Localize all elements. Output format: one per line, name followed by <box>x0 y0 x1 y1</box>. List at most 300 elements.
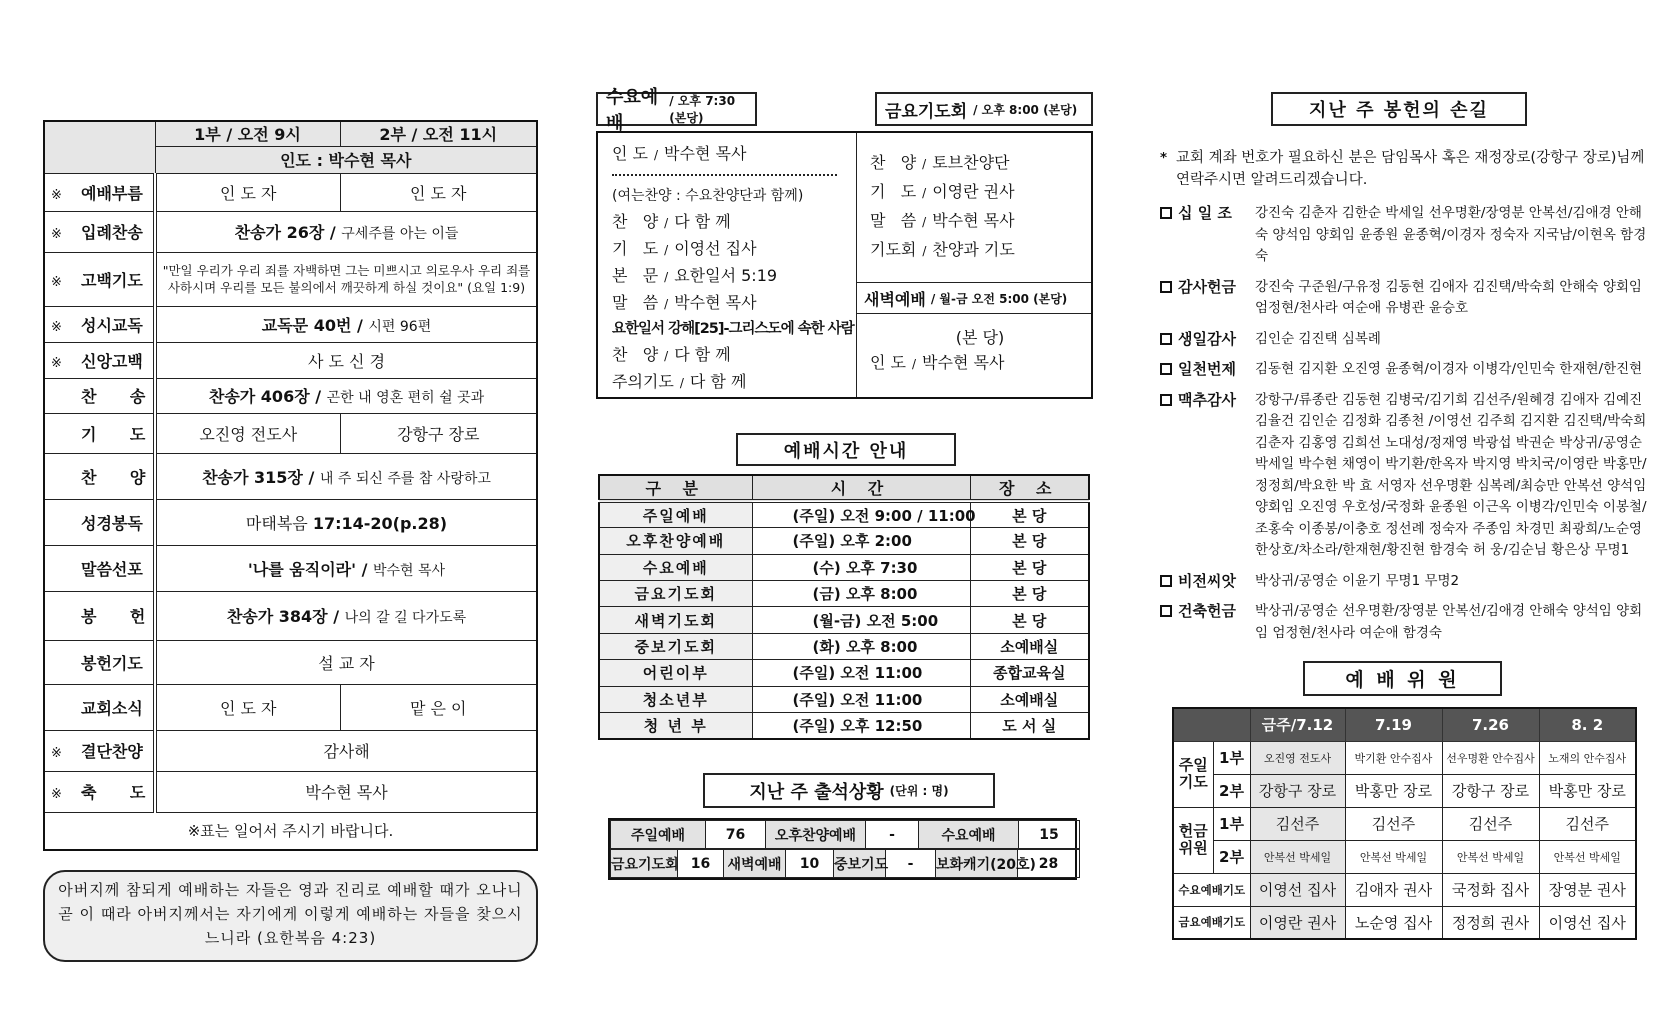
header-blank <box>44 121 155 173</box>
order-row <box>44 413 537 453</box>
service-name: 오후찬양예배 <box>599 528 752 554</box>
checkbox-icon <box>1160 605 1172 617</box>
dawn-place: (본 당) <box>955 328 1005 347</box>
item-key: 말 씀 <box>612 293 659 312</box>
slash-separator: / <box>679 376 684 390</box>
offering-names: 강진숙 구준원/구유정 김동현 김애자 김진택/박숙희 안해숙 양회임 엄정현/천사라 여순애 유병관 윤승호 <box>1255 278 1642 316</box>
value-text: 구세주를 아는 이들 <box>341 226 459 242</box>
attendance-row <box>610 849 1080 878</box>
schedule-header: 구 분 <box>599 475 752 501</box>
offering-category <box>1160 571 1255 593</box>
offering-category-label: 십 일 조 <box>1178 204 1232 222</box>
duty-row <box>1173 741 1636 774</box>
order-row <box>44 771 537 812</box>
item-key: 인 도 <box>612 144 648 163</box>
value-pre: 마태복음 <box>245 513 313 533</box>
slash-separator: / <box>664 216 669 230</box>
schedule-header: 시 간 <box>752 475 970 501</box>
slash-separator: / <box>664 243 669 257</box>
service-time: (주일) 오전 11:00 <box>752 686 970 712</box>
offering-category-label: 맥추감사 <box>1178 390 1236 409</box>
duty-cell: 안복선 박세일 <box>1250 840 1345 873</box>
service-place: 도 서 실 <box>970 713 1089 739</box>
order-value <box>155 453 537 499</box>
order-label-text: 성경봉독 <box>81 513 143 533</box>
standing-mark: ※ <box>51 787 62 802</box>
checkbox-icon <box>1160 394 1172 406</box>
order-label-text: 입례찬송 <box>81 223 143 242</box>
order-label <box>44 378 155 413</box>
order-footer-row <box>44 812 537 850</box>
order-value: 맡 은 이 <box>340 684 537 730</box>
order-value <box>155 730 537 771</box>
offering-list <box>1160 148 1654 653</box>
wednesday-item <box>612 369 852 396</box>
header-blank <box>1173 708 1250 741</box>
offering-category <box>1160 390 1255 562</box>
attendance-count: 16 <box>678 850 724 878</box>
service-name: 주일예배 <box>599 501 752 527</box>
wednesday-title: 수요예배 <box>606 87 659 134</box>
order-label <box>44 252 155 306</box>
schedule-row <box>599 607 1089 633</box>
service-name: 어린이부 <box>599 660 752 686</box>
offering-category-label: 비전씨앗 <box>1178 571 1236 590</box>
offering-category-label: 감사헌금 <box>1178 277 1236 296</box>
wednesday-item <box>612 290 852 317</box>
order-label-text: 봉헌기도 <box>81 653 143 673</box>
service-time: (주일) 오후 2:00 <box>752 528 970 554</box>
item-key: 기도회 <box>870 240 917 259</box>
offering-item <box>1160 277 1654 320</box>
duty-cell: 강항구 장로 <box>1442 774 1539 807</box>
offering-category <box>1160 359 1255 381</box>
order-value <box>155 342 537 378</box>
friday-item <box>870 149 1090 178</box>
service-name: 수요예배 <box>599 554 752 580</box>
duty-group: 헌금위원 <box>1173 807 1213 873</box>
checkbox-icon <box>1160 333 1172 345</box>
part1-header: 1부 / 오전 9시 <box>155 121 340 146</box>
offering-item <box>1160 329 1654 351</box>
order-row <box>44 730 537 771</box>
service-time: (화) 오후 8:00 <box>752 633 970 659</box>
checkbox-icon <box>1160 207 1172 219</box>
duty-cell: 안복선 박세일 <box>1539 840 1636 873</box>
item-value: 이영란 권사 <box>932 182 1015 201</box>
duty-cell: 김선주 <box>1539 807 1636 840</box>
friday-time: / 오후 8:00 (본당) <box>973 102 1078 117</box>
item-value: 다 함 께 <box>674 345 731 364</box>
notice-text: 교회 계좌 번호가 필요하신 분은 담임목사 혹은 재정장로(강항구 장로)님께 연락주시면 알려드리겠습니다. <box>1176 150 1645 188</box>
service-time: (수) 오후 7:30 <box>752 554 970 580</box>
wednesday-item <box>612 209 852 236</box>
service-place: 종합교육실 <box>970 660 1089 686</box>
value-bold: 찬송가 384장 / <box>226 607 345 626</box>
value-bold: 찬송가 26장 / <box>234 223 342 242</box>
value-text: 곤한 내 영혼 편히 쉴 곳과 <box>326 390 485 406</box>
offering-names: 김인순 김진택 심복례 <box>1255 330 1381 347</box>
duty-row <box>1173 807 1636 840</box>
order-label <box>44 730 155 771</box>
duty-cell: 노재의 안수집사 <box>1539 741 1636 774</box>
standing-mark: ※ <box>51 227 62 242</box>
wednesday-item <box>612 263 852 290</box>
offering-category-label: 생일감사 <box>1178 329 1236 348</box>
value-bold: 찬송가 406장 / <box>208 387 327 406</box>
item-key: 인 도 <box>870 353 906 372</box>
order-label <box>44 640 155 684</box>
duty-date: 8. 2 <box>1539 708 1636 741</box>
wednesday-program <box>612 141 852 396</box>
order-label-text: 찬 송 <box>81 387 146 406</box>
offering-category <box>1160 329 1255 351</box>
confession-text: "만일 우리가 우리 죄를 자백하면 그는 미쁘시고 의로우사 우리 죄를 사하시며 우리를 모든 불의에서 깨끗하게 하실 것이요" (요일 1:9) <box>155 252 537 306</box>
item-key: 기 도 <box>612 239 659 258</box>
order-label <box>44 499 155 545</box>
dawn-program <box>870 325 1090 377</box>
order-row <box>44 342 537 378</box>
order-label <box>44 211 155 252</box>
value-text: 설 교 자 <box>318 653 375 673</box>
attendance-label: 금요기도회 <box>611 850 678 878</box>
duty-row <box>1173 774 1636 807</box>
value-bold: 찬송가 315장 / <box>202 467 320 487</box>
order-row <box>44 453 537 499</box>
order-row <box>44 173 537 211</box>
slash-separator: / <box>664 297 669 311</box>
order-label <box>44 684 155 730</box>
sermon-title: 요한일서 강해[25]-그리스도에 속한 사람 <box>612 321 854 337</box>
attendance-count: 28 <box>1018 850 1080 878</box>
order-label-text: 성시교독 <box>81 315 143 335</box>
wednesday-title-box <box>596 87 757 134</box>
order-row <box>44 306 537 342</box>
friday-title-box <box>875 92 1093 126</box>
attendance-count: - <box>866 821 919 849</box>
order-value <box>155 499 537 545</box>
schedule-header-row <box>599 475 1089 501</box>
order-row <box>44 684 537 730</box>
attendance-count: 10 <box>786 850 834 878</box>
duty-part: 2부 <box>1213 840 1250 873</box>
order-row <box>44 640 537 684</box>
attendance-table <box>608 818 1077 880</box>
order-label-text: 고백기도 <box>81 270 143 290</box>
checkbox-icon <box>1160 281 1172 293</box>
standing-note: ※표는 일어서 주시기 바랍니다. <box>44 812 537 850</box>
friday-item <box>870 207 1090 236</box>
dawn-title: 새벽예배 <box>864 289 926 309</box>
value-text: 나의 갈 길 다가도록 <box>344 610 467 626</box>
item-value: 박수현 목사 <box>674 293 757 312</box>
item-key: 본 문 <box>612 266 659 285</box>
attendance-count: 15 <box>1019 821 1080 849</box>
order-value <box>155 771 537 812</box>
service-name: 청 년 부 <box>599 713 752 739</box>
standing-mark: ※ <box>51 746 62 761</box>
duty-date: 7.19 <box>1345 708 1442 741</box>
duty-cell: 김선주 <box>1442 807 1539 840</box>
standing-mark: ※ <box>51 355 62 371</box>
schedule-title: 예배시간 안내 <box>736 433 956 466</box>
duty-row <box>1173 873 1636 906</box>
offering-title: 지난 주 봉헌의 손길 <box>1271 92 1527 126</box>
item-value: 토브찬양단 <box>932 153 1010 172</box>
service-name: 새벽기도회 <box>599 607 752 633</box>
order-label <box>44 453 155 499</box>
wednesday-time: / 오후 7:30 (본당) <box>669 94 736 125</box>
order-label <box>44 173 155 211</box>
item-key: 주의기도 <box>612 372 674 391</box>
offering-category <box>1160 277 1255 320</box>
duty-row <box>1173 840 1636 873</box>
duty-part: 2부 <box>1213 774 1250 807</box>
service-time: (주일) 오전 11:00 <box>752 660 970 686</box>
offering-item <box>1160 390 1654 562</box>
dawn-time: / 월-금 오전 5:00 (본당) <box>930 291 1068 306</box>
duty-cell: 오진영 전도사 <box>1250 741 1345 774</box>
attendance-label: 새벽예배 <box>724 850 786 878</box>
service-place: 소예배실 <box>970 633 1089 659</box>
schedule-row <box>599 581 1089 607</box>
offering-names: 강항구/류종란 김동현 김병국/김기희 김선주/원혜경 김애자 김예진 김율건 김인순 김정화 김종천 /이영선 김주희 김지환 김진택/박숙희 김춘자 김홍영 김희선 노대성/정재영 박광섭 박권순 박상귀/공영순 박세일 박수현 채영이 박기환/한옥자 박지영 박치국/이영란 박홍만/정정희/박요한 박 효 서영자 선우명환 심복례/최승만 안복선 양석임 양회임 오진영 우호성/국정화 윤종원 이근옥 이병각/인민숙 이봉철/조홍숙 이종봉/이충호 정선례 정숙자 주종임 차경민 최광희/노순영 한상호/차소라/한재현/황진현 함경숙 허 웅/김순님 황은상 무명1 <box>1255 391 1647 558</box>
order-row <box>44 591 537 640</box>
service-time: (금) 오후 8:00 <box>752 581 970 607</box>
value-text: 박수현 목사 <box>305 783 388 802</box>
offering-item <box>1160 601 1654 644</box>
duty-cell: 안복선 박세일 <box>1345 840 1442 873</box>
duty-row <box>1173 906 1636 939</box>
duty-cell: 국정화 집사 <box>1442 873 1539 906</box>
slash-separator: / <box>922 244 927 258</box>
order-label-text: 결단찬양 <box>81 742 143 761</box>
order-label-text: 말씀선포 <box>81 559 143 579</box>
worship-order-table <box>43 120 538 851</box>
order-value <box>155 640 537 684</box>
order-label-text: 기 도 <box>81 424 146 444</box>
scripture-verse-box: 아버지께 참되게 예배하는 자들은 영과 진리로 예배할 때가 오나니 곧 이 때라 아버지께서는 자기에게 이렇게 예배하는 자들을 찾으시느니라 (요한복음 4:23) <box>43 870 538 962</box>
order-row <box>44 378 537 413</box>
schedule-row <box>599 633 1089 659</box>
duty-cell: 정정희 권사 <box>1442 906 1539 939</box>
duty-header-row <box>1173 708 1636 741</box>
attendance-label: 중보기도 <box>834 850 886 878</box>
order-label-text: 찬 양 <box>81 467 146 487</box>
duty-label: 금요예배기도 <box>1173 906 1250 939</box>
service-place: 본 당 <box>970 607 1089 633</box>
offering-category-label: 일천번제 <box>1178 360 1236 378</box>
item-value: 다 함 께 <box>674 212 731 231</box>
standing-mark: ※ <box>51 319 62 335</box>
value-text: 내 주 되신 주를 참 사랑하고 <box>319 470 491 487</box>
offering-names: 박상귀/공영순 이윤기 무명1 무명2 <box>1255 572 1460 589</box>
order-label <box>44 591 155 640</box>
duty-cell: 강항구 장로 <box>1250 774 1345 807</box>
duty-title: 예 배 위 원 <box>1303 661 1502 696</box>
value-bold: 교독문 40번 / <box>261 315 369 335</box>
attendance-count: - <box>886 850 936 878</box>
offering-names: 김동현 김지환 오진영 윤종혁/이경자 이병각/인민숙 한재현/한진현 <box>1255 361 1643 377</box>
duty-group: 주일기도 <box>1173 741 1213 807</box>
order-label-text: 축 도 <box>81 783 146 802</box>
item-value: 박수현 목사 <box>932 211 1015 230</box>
service-place: 소예배실 <box>970 686 1089 712</box>
order-value <box>155 306 537 342</box>
order-label-text: 예배부름 <box>81 183 143 203</box>
offering-names: 박상귀/공영순 선우명환/장영분 안복선/김애경 안해숙 양석임 양회임 엄정현/천사라 여순애 함경숙 <box>1255 603 1643 641</box>
order-value <box>155 545 537 591</box>
checkbox-icon <box>1160 363 1172 375</box>
item-value: 박수현 목사 <box>664 144 747 163</box>
service-time: (월-금) 오전 5:00 <box>752 607 970 633</box>
item-value: 다 함 께 <box>689 372 747 391</box>
duty-date: 7.26 <box>1442 708 1539 741</box>
part2-header: 2부 / 오전 11시 <box>340 121 537 146</box>
slash-separator: / <box>664 270 669 284</box>
order-value <box>155 591 537 640</box>
value-bold: '나를 움직이라' / <box>247 559 373 579</box>
schedule-table <box>598 474 1090 740</box>
order-value: 인 도 자 <box>340 173 537 211</box>
schedule-row <box>599 554 1089 580</box>
duty-cell: 김선주 <box>1250 807 1345 840</box>
duty-cell: 이영선 집사 <box>1539 906 1636 939</box>
service-place: 본 당 <box>970 528 1089 554</box>
attendance-title-box <box>703 773 995 808</box>
order-row <box>44 499 537 545</box>
slash-separator: / <box>922 157 927 171</box>
service-place: 본 당 <box>970 554 1089 580</box>
item-value: 요한일서 5:19 <box>674 266 778 285</box>
order-label-text: 봉 헌 <box>81 607 146 626</box>
order-value <box>155 378 537 413</box>
item-key: 찬 양 <box>870 153 917 172</box>
order-label <box>44 413 155 453</box>
standing-mark: ※ <box>51 187 62 203</box>
friday-item <box>870 236 1090 265</box>
star-icon: * <box>1160 150 1168 166</box>
offering-category <box>1160 203 1255 268</box>
leader-header: 인도 : 박수현 목사 <box>155 146 537 173</box>
duty-label: 수요예배기도 <box>1173 873 1250 906</box>
service-place: 본 당 <box>970 501 1089 527</box>
dawn-title-row <box>856 282 1091 314</box>
wednesday-leader: 인 도 / 박수현 목사 <box>612 144 747 163</box>
order-label-text: 교회소식 <box>81 698 143 718</box>
dotted-divider <box>612 174 837 176</box>
duty-cell: 김선주 <box>1345 807 1442 840</box>
attendance-label: 오후찬양예배 <box>766 821 866 849</box>
offering-names: 강진숙 김춘자 김한순 박세일 선우명환/장영분 안복선/김애경 안해숙 양석임 양회임 윤종원 윤종혁/이경자 정숙자 지국남/이현옥 함경숙 <box>1255 205 1647 264</box>
value-text: 시편 96편 <box>368 318 432 335</box>
duty-cell: 박홍만 장로 <box>1345 774 1442 807</box>
duty-part: 1부 <box>1213 807 1250 840</box>
value-bold: 17:14-20(p.28) <box>312 513 448 533</box>
duty-date: 금주/7.12 <box>1250 708 1345 741</box>
schedule-row <box>599 660 1089 686</box>
duty-cell: 선우명환 안수집사 <box>1442 741 1539 774</box>
friday-item <box>870 178 1090 207</box>
slash-separator: / <box>922 215 927 229</box>
order-label-text: 신앙고백 <box>81 351 143 371</box>
order-label <box>44 342 155 378</box>
friday-title: 금요기도회 <box>885 101 968 122</box>
duty-cell: 박기환 안수집사 <box>1345 741 1442 774</box>
item-value: 박수현 목사 <box>922 353 1005 372</box>
order-value: 강항구 장로 <box>340 413 537 453</box>
duty-cell: 박홍만 장로 <box>1539 774 1636 807</box>
duty-cell: 안복선 박세일 <box>1442 840 1539 873</box>
offering-category <box>1160 601 1255 644</box>
item-value: 찬양과 기도 <box>932 240 1015 259</box>
order-value: 오진영 전도사 <box>155 413 340 453</box>
weekday-services-box <box>596 131 1093 399</box>
order-value: 인 도 자 <box>155 684 340 730</box>
attendance-label: 수요예배 <box>919 821 1019 849</box>
schedule-row <box>599 686 1089 712</box>
schedule-header: 장 소 <box>970 475 1089 501</box>
order-row <box>44 211 537 252</box>
worship-duty-table <box>1172 707 1637 940</box>
wednesday-item <box>612 342 852 369</box>
opening-song: (여는찬양 : 수요찬양단과 함께) <box>612 188 804 204</box>
service-place: 본 당 <box>970 581 1089 607</box>
offering-item <box>1160 571 1654 593</box>
order-label <box>44 306 155 342</box>
duty-cell: 이영란 권사 <box>1250 906 1345 939</box>
item-key: 기 도 <box>870 182 917 201</box>
checkbox-icon <box>1160 575 1172 587</box>
slash-separator: / <box>922 186 927 200</box>
offering-item <box>1160 359 1654 381</box>
attendance-label: 주일예배 <box>611 821 706 849</box>
offering-item <box>1160 203 1654 268</box>
standing-mark: ※ <box>51 274 62 290</box>
order-label <box>44 771 155 812</box>
item-key: 말 씀 <box>870 211 917 230</box>
schedule-row <box>599 528 1089 554</box>
offering-category-label: 건축헌금 <box>1178 602 1236 620</box>
schedule-row <box>599 713 1089 739</box>
slash-separator: / <box>664 349 669 363</box>
duty-cell: 김애자 권사 <box>1345 873 1442 906</box>
order-row <box>44 252 537 306</box>
attendance-count: 76 <box>706 821 766 849</box>
item-key: 찬 양 <box>612 212 659 231</box>
account-notice <box>1160 148 1654 191</box>
dawn-leader: 인 도 / 박수현 목사 <box>870 353 1005 372</box>
duty-cell: 이영선 집사 <box>1250 873 1345 906</box>
duty-part: 1부 <box>1213 741 1250 774</box>
order-row <box>44 545 537 591</box>
service-name: 금요기도회 <box>599 581 752 607</box>
service-name: 중보기도회 <box>599 633 752 659</box>
duty-cell: 장영분 권사 <box>1539 873 1636 906</box>
value-text: 박수현 목사 <box>373 562 446 579</box>
item-value: 이영선 집사 <box>674 239 757 258</box>
attendance-unit: (단위 : 명) <box>889 784 949 798</box>
order-label <box>44 545 155 591</box>
order-value: 인 도 자 <box>155 173 340 211</box>
item-key: 찬 양 <box>612 345 659 364</box>
attendance-title: 지난 주 출석상황 <box>749 781 884 803</box>
duty-cell: 노순영 집사 <box>1345 906 1442 939</box>
column-divider <box>856 133 857 397</box>
friday-program <box>870 149 1090 265</box>
service-time: (주일) 오전 9:00 / 11:00 <box>752 501 970 527</box>
service-time: (주일) 오후 12:50 <box>752 713 970 739</box>
